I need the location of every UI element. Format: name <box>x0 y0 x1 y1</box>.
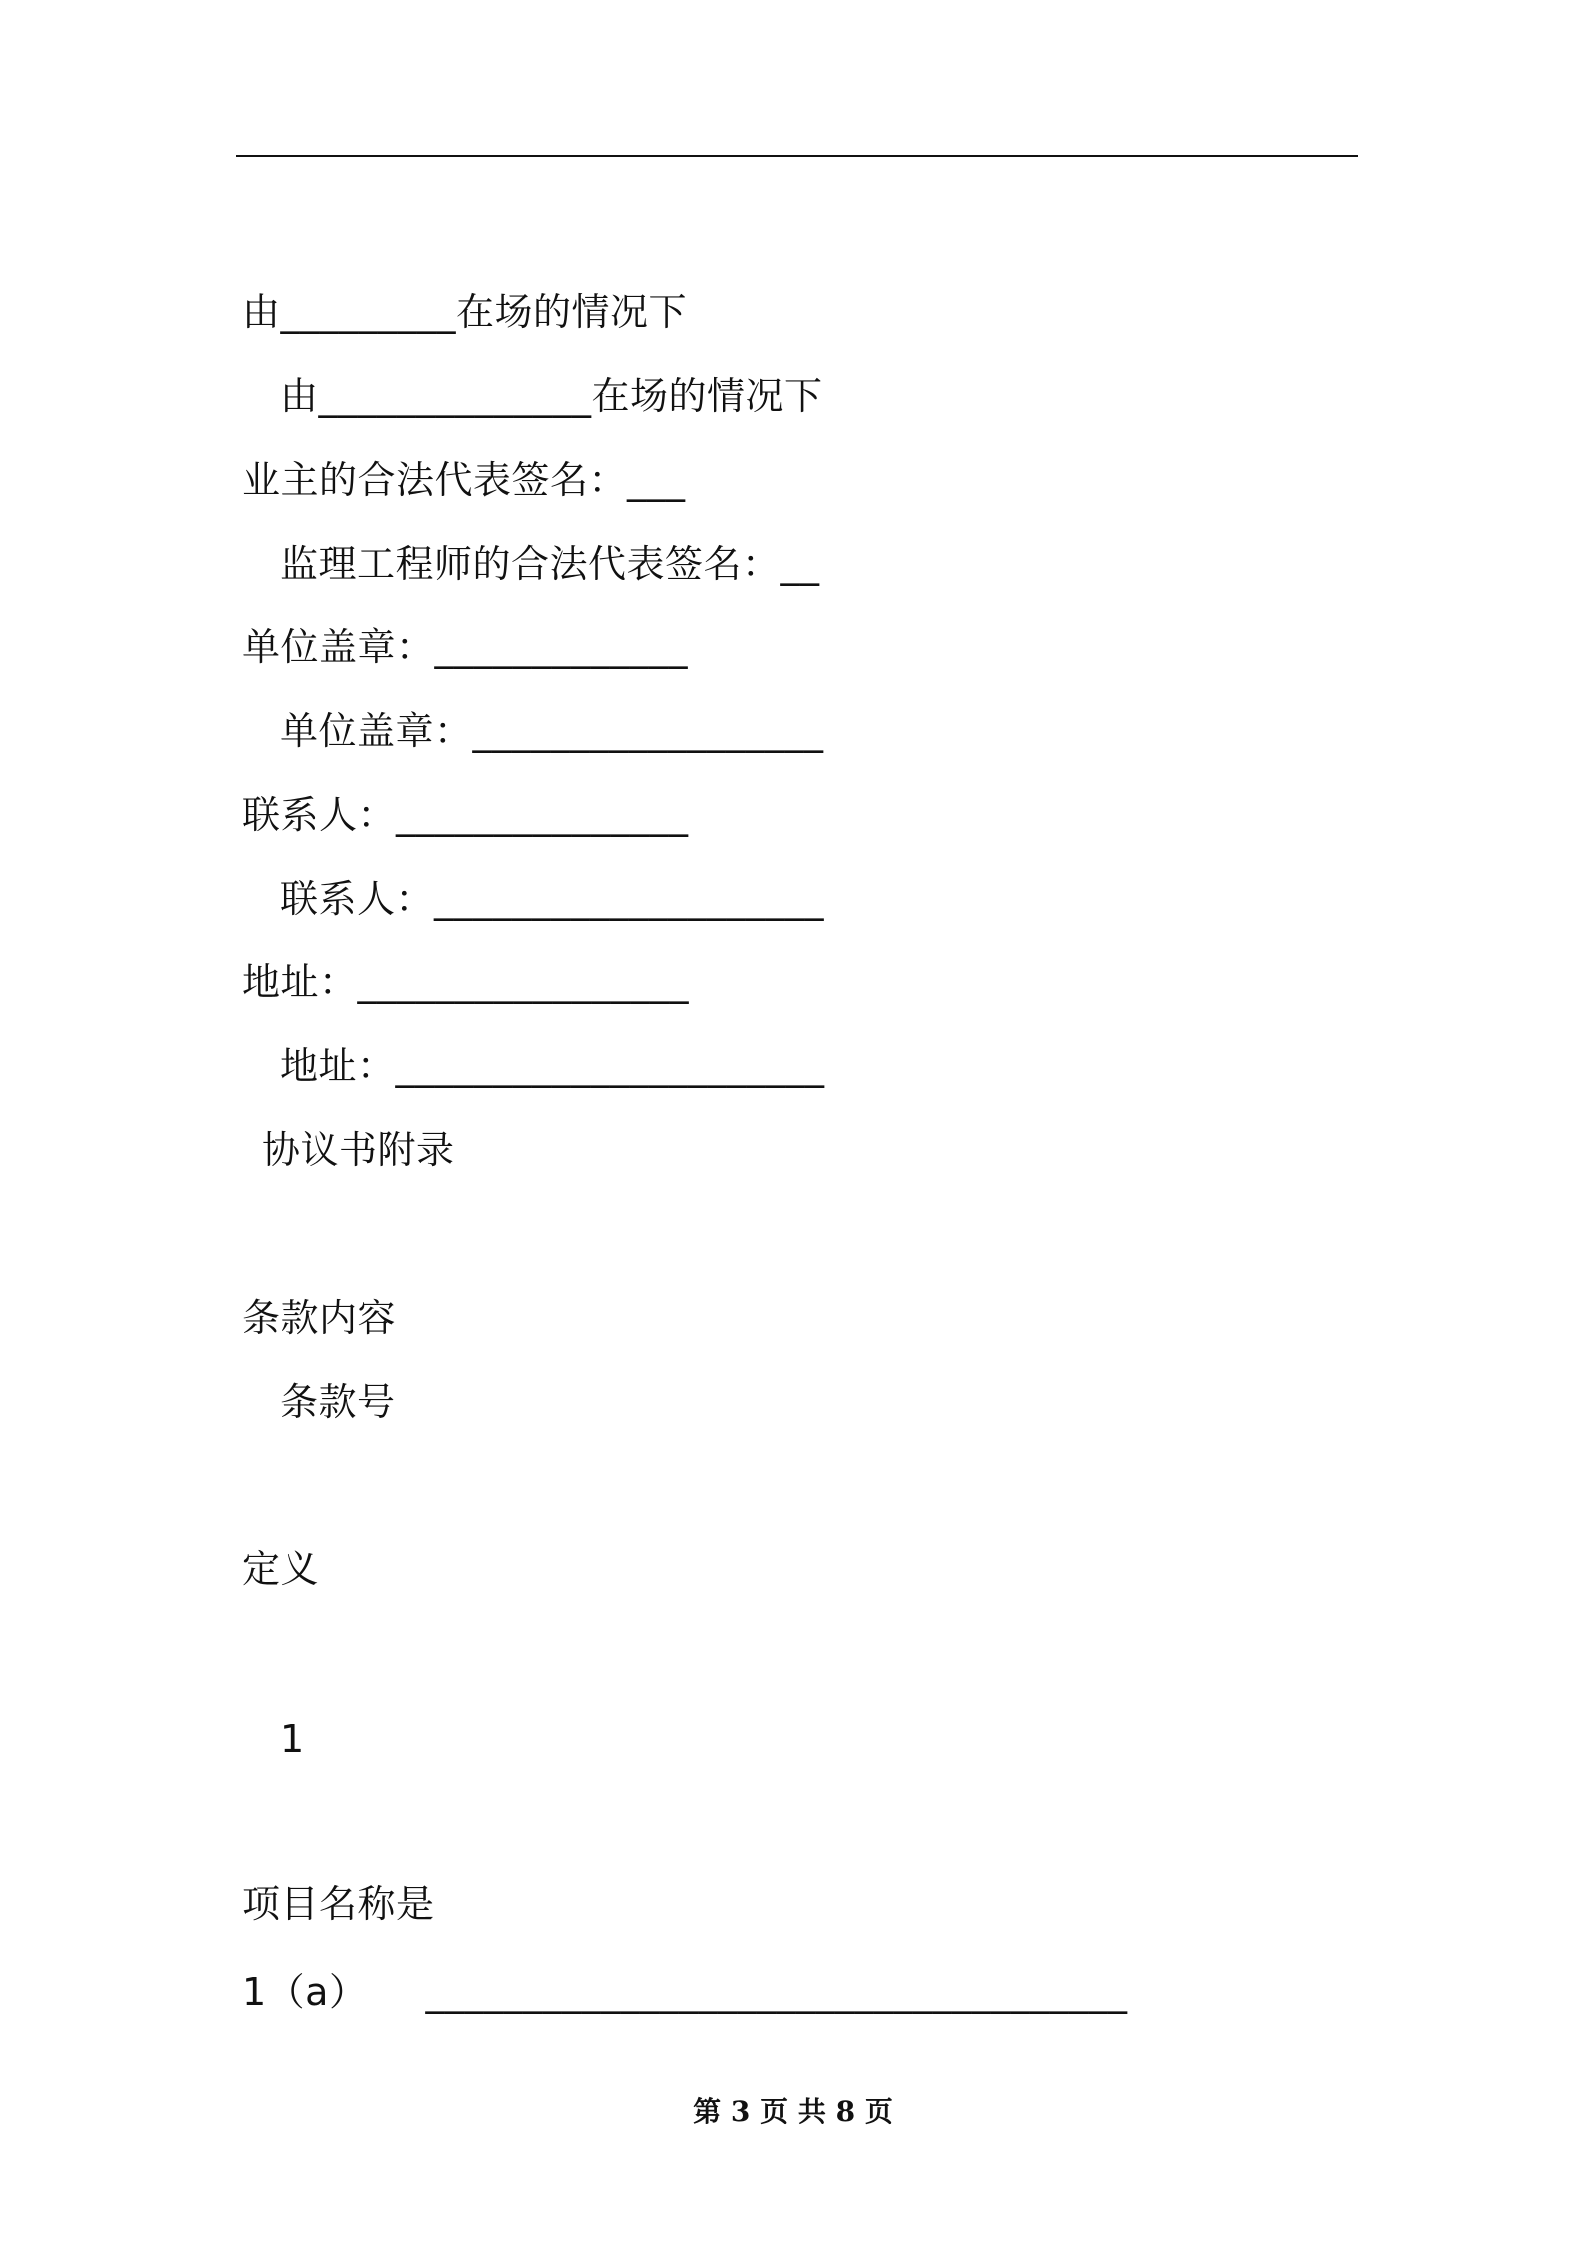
clause-1a-line: 1（a） ____________________________________ <box>242 1970 1128 2014</box>
owner-address: 地址：_________________ <box>242 960 690 1004</box>
witness-line-owner: 由_________在场的情况下 <box>242 290 688 334</box>
clause-content-heading: 条款内容 <box>242 1296 397 1340</box>
project-name-label: 项目名称是 <box>242 1882 435 1926</box>
engineer-seal: 单位盖章：__________________ <box>280 709 824 753</box>
clause-number-1: 1 <box>280 1717 305 1761</box>
header-rule <box>236 155 1358 157</box>
engineer-address: 地址：______________________ <box>280 1044 825 1088</box>
engineer-representative-signature: 监理工程师的合法代表签名：__ <box>280 542 820 586</box>
appendix-heading: 协议书附录 <box>262 1128 455 1172</box>
definition-heading: 定义 <box>242 1547 320 1591</box>
owner-representative-signature: 业主的合法代表签名：___ <box>242 458 686 502</box>
engineer-contact: 联系人：____________________ <box>280 877 825 921</box>
clause-number-heading: 条款号 <box>280 1380 396 1424</box>
witness-line-engineer: 由______________在场的情况下 <box>280 374 823 418</box>
owner-seal: 单位盖章：_____________ <box>242 625 689 669</box>
owner-contact: 联系人：_______________ <box>242 793 689 837</box>
page-footer: 第 3 页 共 8 页 <box>693 2095 893 2128</box>
